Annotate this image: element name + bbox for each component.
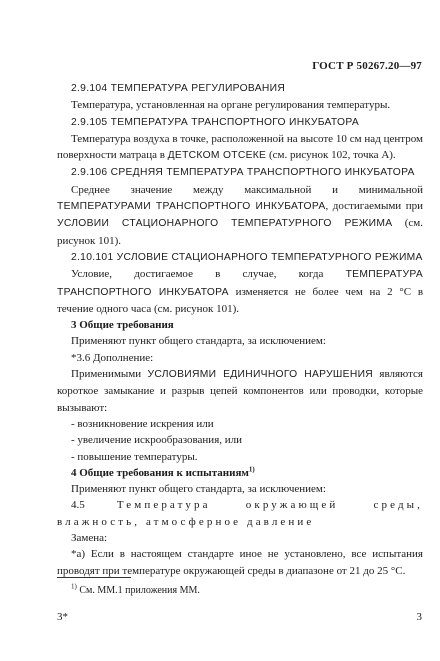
section-3-heading: 3 Общие требования (71, 319, 174, 332)
list-item: - увеличение искрообразования, или (71, 434, 243, 447)
list-item: - возникновение искрения или (71, 417, 214, 430)
clause-2-9-105-heading: 2.9.105 ТЕМПЕРАТУРА ТРАНСПОРТНОГО ИНКУБАТОРА (71, 116, 359, 128)
clause-4-5-heading: 4.5 Температура окружающей среды, влажность, атмосферное давление (57, 499, 424, 528)
clause-2-9-106-heading: 2.9.106 СРЕДНЯЯ ТЕМПЕРАТУРА ТРАНСПОРТНОГО ИНКУБАТОРА (71, 167, 415, 179)
list-item: - повышение температуры. (71, 450, 198, 463)
clause-2-10-101-text: Условие, достигаемое в случае, когда ТЕМПЕРАТУРА ТРАНСПОРТНОГО ИНКУБАТОРА изменяется не более чем на 2 °С в течение одного часа (см. рисунок 101). (57, 268, 424, 315)
clause-4-5-text: *а) Если в настоящем стандарте иное не установлено, все испытания проводят при температуре окружающей среды в диапазоне от 21 до 25 °С. (57, 548, 423, 577)
clause-3-6-text: Применимыми УСЛОВИЯМИ ЕДИНИЧНОГО НАРУШЕНИЯ являются короткое замыкание и разрыв цепей компонентов или проводки, которые вызывают: (57, 368, 423, 414)
clause-3-6-heading: *3.6 Дополнение: (71, 351, 154, 364)
sheet-signature: 3* (57, 611, 68, 623)
clause-2-9-104-heading: 2.9.104 ТЕМПЕРАТУРА РЕГУЛИРОВАНИЯ (71, 83, 286, 94)
standard-designation: ГОСТ Р 50267.20—97 (312, 60, 422, 72)
clause-2-9-105-text: Температура воздуха в точке, расположенной на высоте 10 см над центром поверхности матраца в ДЕТСКОМ ОТСЕКЕ (см. рисунок 102, точка А). (57, 132, 423, 162)
clause-4-5-replacement-label: Замена: (71, 532, 108, 545)
clause-2-9-104-text: Температура, установленная на органе регулирования температуры. (71, 99, 391, 112)
footnote-mark: 1) (71, 582, 77, 591)
clause-2-9-106-text: Среднее значение между максимальной и минимальной ТЕМПЕРАТУРАМИ ТРАНСПОРТНОГО ИНКУБАТОРА, достигаемыми при УСЛОВИИ СТАЦИОНАРНОГО ТЕМПЕРАТУРНОГО РЕЖИМА (см. рисунок 101). (57, 183, 423, 247)
footnote (71, 582, 200, 597)
document-body (57, 80, 423, 579)
clause-2-10-101-heading: 2.10.101 УСЛОВИЕ СТАЦИОНАРНОГО ТЕМПЕРАТУРНОГО РЕЖИМА (71, 251, 423, 263)
section-4-heading: 4 Общие требования к испытаниям$^{1)}$ (71, 465, 255, 479)
footnote-reference[interactable]: 1) (248, 465, 255, 474)
section-3-intro: Применяют пункт общего стандарта, за исключением: (71, 335, 326, 348)
footnote-text: См. ММ.1 приложения ММ. (76, 585, 200, 596)
section-4-intro: Применяют пункт общего стандарта, за исключением: (71, 483, 326, 496)
page-number: 3 (416, 611, 422, 623)
footnote-divider (57, 577, 131, 578)
